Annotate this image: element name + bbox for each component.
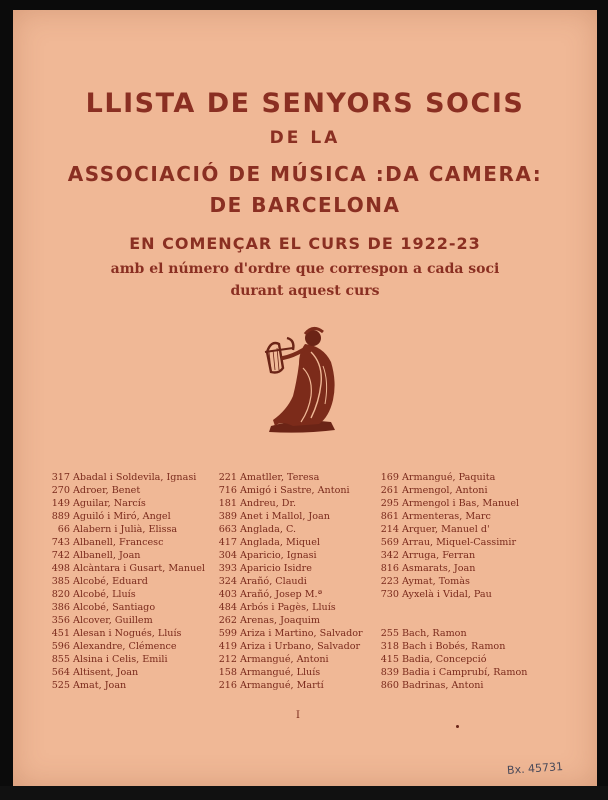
- lyre-player-icon: [253, 322, 353, 437]
- member-entry: [379, 523, 589, 536]
- member-number: 389: [218, 511, 237, 522]
- member-name: Albanell, Francesc: [73, 537, 164, 548]
- member-name: Bach, Ramon: [402, 628, 467, 639]
- member-number: 158: [218, 667, 237, 678]
- member-entry: [379, 653, 589, 666]
- member-name: Badia i Camprubí, Ramon: [402, 667, 528, 678]
- member-name: Alcobé, Lluís: [73, 589, 136, 600]
- member-number: 261: [380, 485, 399, 496]
- member-number: 417: [218, 537, 237, 548]
- member-entry: [379, 549, 589, 562]
- member-number: 385: [51, 576, 70, 587]
- member-number: 484: [218, 602, 237, 613]
- member-number: 386: [51, 602, 70, 613]
- member-name: Alcàntara i Gusart, Manuel: [73, 563, 205, 574]
- scan-border: [0, 786, 608, 800]
- member-number: 317: [51, 472, 70, 483]
- member-number: 730: [380, 589, 399, 600]
- letter-group-gap: [379, 601, 589, 627]
- page-number: I: [296, 710, 300, 721]
- member-column-1: [50, 471, 220, 692]
- member-entry: [217, 640, 387, 653]
- member-name: Alcover, Guillem: [73, 615, 153, 626]
- member-name: Amigó i Sastre, Antoni: [240, 485, 350, 496]
- member-number: 255: [380, 628, 399, 639]
- member-name: Andreu, Dr.: [240, 498, 297, 509]
- member-entry: [217, 471, 387, 484]
- member-name: Alcobé, Santiago: [73, 602, 156, 613]
- course-heading: EN COMENÇAR EL CURS DE 1922-23: [129, 234, 481, 253]
- member-entry: [217, 510, 387, 523]
- association-city: DE BARCELONA: [209, 193, 401, 217]
- member-number: 212: [218, 654, 237, 665]
- member-name: Alesan i Nogués, Lluís: [73, 628, 182, 639]
- member-entry: [50, 666, 220, 679]
- member-name: Badia, Concepció: [402, 654, 487, 665]
- member-number: 419: [218, 641, 237, 652]
- member-number: 393: [218, 563, 237, 574]
- member-number: 223: [380, 576, 399, 587]
- member-entry: [217, 666, 387, 679]
- member-entry: [217, 523, 387, 536]
- member-number: 596: [51, 641, 70, 652]
- subtitle-line-1: amb el número d'ordre que correspon a cada soci: [110, 261, 500, 277]
- member-name: Bach i Bobés, Ramon: [402, 641, 506, 652]
- member-entry: [50, 588, 220, 601]
- member-entry: [217, 575, 387, 588]
- member-name: Anglada, C.: [240, 524, 297, 535]
- member-entry: [379, 588, 589, 601]
- member-number: 860: [380, 680, 399, 691]
- member-entry: [50, 497, 220, 510]
- member-entry: [379, 471, 589, 484]
- member-name: Arenas, Joaquim: [240, 615, 320, 626]
- member-number: 415: [380, 654, 399, 665]
- member-name: Ariza i Martino, Salvador: [240, 628, 363, 639]
- member-entry: [379, 627, 589, 640]
- member-entry: [379, 575, 589, 588]
- subtitle-line-2: durant aquest curs: [230, 283, 380, 299]
- member-number: 742: [51, 550, 70, 561]
- member-entry: [379, 666, 589, 679]
- member-number: 816: [380, 563, 399, 574]
- member-name: Armangué, Paquita: [402, 472, 496, 483]
- member-name: Altisent, Joan: [73, 667, 139, 678]
- member-number: 342: [380, 550, 399, 561]
- member-entry: [217, 614, 387, 627]
- member-number: 451: [51, 628, 70, 639]
- member-name: Arañó, Claudi: [240, 576, 307, 587]
- member-name: Armangué, Martí: [240, 680, 324, 691]
- member-entry: [217, 627, 387, 640]
- member-number: 599: [218, 628, 237, 639]
- member-number: 569: [380, 537, 399, 548]
- catalog-mark: Bx. 45731: [506, 760, 564, 777]
- member-name: Arruga, Ferran: [402, 550, 476, 561]
- member-number: 66: [57, 524, 70, 535]
- member-number: 181: [218, 498, 237, 509]
- member-entry: [217, 653, 387, 666]
- member-number: 889: [51, 511, 70, 522]
- member-name: Arquer, Manuel d': [402, 524, 490, 535]
- member-entry: [50, 627, 220, 640]
- member-number: 295: [380, 498, 399, 509]
- member-name: Badrinas, Antoni: [402, 680, 484, 691]
- member-number: 663: [218, 524, 237, 535]
- member-number: 839: [380, 667, 399, 678]
- association-name: ASSOCIACIÓ DE MÚSICA :DA CAMERA:: [67, 162, 543, 186]
- member-entry: [217, 601, 387, 614]
- member-name: Alabern i Julià, Elissa: [73, 524, 178, 535]
- member-number: 270: [51, 485, 70, 496]
- member-entry: [50, 536, 220, 549]
- member-entry: [217, 588, 387, 601]
- member-column-3: [379, 471, 589, 692]
- member-name: Aparicio, Ignasi: [240, 550, 317, 561]
- member-entry: [379, 510, 589, 523]
- member-name: Arbós i Pagès, Lluís: [240, 602, 336, 613]
- member-name: Armengol i Bas, Manuel: [402, 498, 520, 509]
- member-name: Alcobé, Eduard: [73, 576, 148, 587]
- member-name: Arañó, Josep M.ª: [240, 589, 323, 600]
- member-entry: [50, 653, 220, 666]
- member-number: 356: [51, 615, 70, 626]
- member-entry: [50, 640, 220, 653]
- member-name: Ayxelà i Vidal, Pau: [402, 589, 492, 600]
- member-name: Alsina i Celis, Emili: [73, 654, 168, 665]
- member-number: 304: [218, 550, 237, 561]
- member-name: Aguilar, Narcís: [73, 498, 146, 509]
- member-number: 149: [51, 498, 70, 509]
- title-connector: DE LA: [269, 128, 341, 148]
- member-name: Aguiló i Miró, Angel: [73, 511, 171, 522]
- member-entry: [379, 497, 589, 510]
- member-number: 318: [380, 641, 399, 652]
- member-number: 403: [218, 589, 237, 600]
- member-entry: [50, 601, 220, 614]
- member-number: 169: [380, 472, 399, 483]
- member-entry: [217, 497, 387, 510]
- member-name: Asmarats, Joan: [402, 563, 476, 574]
- member-name: Armangué, Lluís: [240, 667, 321, 678]
- member-name: Arrau, Miquel-Cassimir: [402, 537, 517, 548]
- member-name: Ariza i Urbano, Salvador: [240, 641, 361, 652]
- document-page: [13, 10, 597, 786]
- member-entry: [50, 523, 220, 536]
- member-entry: [50, 549, 220, 562]
- member-name: Alexandre, Clémence: [73, 641, 177, 652]
- member-entry: [379, 484, 589, 497]
- member-name: Armengol, Antoni: [402, 485, 488, 496]
- member-name: Aparicio Isidre: [240, 563, 312, 574]
- member-number: 214: [380, 524, 399, 535]
- member-column-2: [217, 471, 387, 692]
- member-entry: [50, 575, 220, 588]
- member-entry: [50, 614, 220, 627]
- ink-dot: [456, 725, 459, 728]
- member-number: 820: [51, 589, 70, 600]
- document-title: LLISTA DE SENYORS SOCIS: [85, 88, 525, 119]
- member-entry: [50, 510, 220, 523]
- member-name: Amatller, Teresa: [240, 472, 320, 483]
- member-name: Abadal i Soldevila, Ignasi: [73, 472, 197, 483]
- member-name: Amat, Joan: [73, 680, 127, 691]
- member-name: Anglada, Miquel: [240, 537, 320, 548]
- member-name: Armangué, Antoni: [240, 654, 329, 665]
- member-number: 855: [51, 654, 70, 665]
- member-number: 216: [218, 680, 237, 691]
- member-number: 743: [51, 537, 70, 548]
- member-entry: [379, 536, 589, 549]
- member-name: Armenteras, Marc: [402, 511, 491, 522]
- member-number: 716: [218, 485, 237, 496]
- member-entry: [217, 562, 387, 575]
- member-entry: [50, 471, 220, 484]
- member-entry: [50, 562, 220, 575]
- member-entry: [379, 640, 589, 653]
- member-entry: [217, 484, 387, 497]
- member-entry: [217, 549, 387, 562]
- member-entry: [50, 484, 220, 497]
- member-name: Adroer, Benet: [73, 485, 141, 496]
- member-number: 861: [380, 511, 399, 522]
- member-number: 525: [51, 680, 70, 691]
- member-number: 498: [51, 563, 70, 574]
- member-entry: [217, 536, 387, 549]
- member-number: 262: [218, 615, 237, 626]
- member-number: 324: [218, 576, 237, 587]
- member-entry: [217, 679, 387, 692]
- member-name: Aymat, Tomàs: [402, 576, 470, 587]
- member-entry: [379, 679, 589, 692]
- member-number: 221: [218, 472, 237, 483]
- member-number: 564: [51, 667, 70, 678]
- member-name: Anet i Mallol, Joan: [240, 511, 330, 522]
- member-name: Albanell, Joan: [73, 550, 141, 561]
- member-entry: [50, 679, 220, 692]
- member-entry: [379, 562, 589, 575]
